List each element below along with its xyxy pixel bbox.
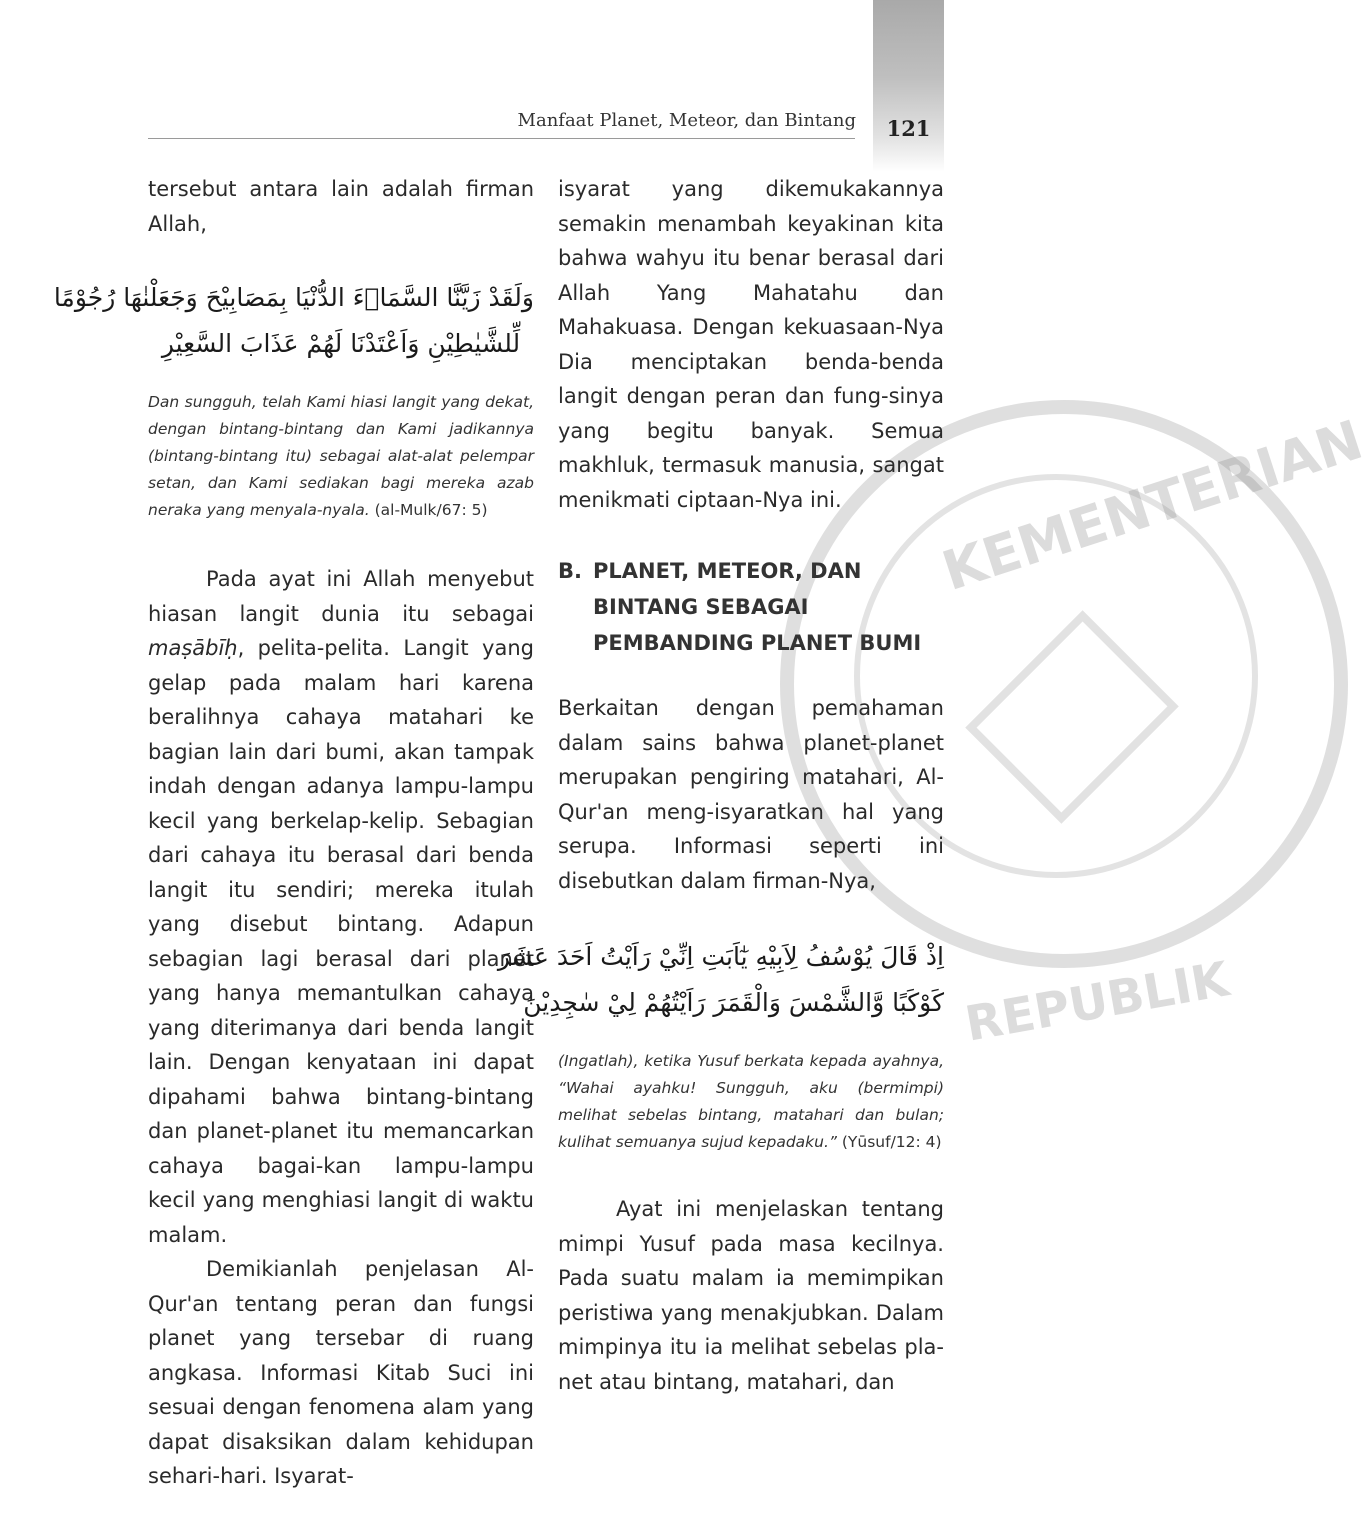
paragraph-continued: isyarat yang dikemukakannya semakin menambah keyakinan kita bahwa wahyu itu benar berasal dari Allah Yang Mahatahu dan Mahakuasa. Dengan kekuasaan-Nya Dia menciptakan benda-benda langit dengan peran dan fung-sinya yang begitu banyak. Semua makhluk, termasuk manusia, sangat menikmati ciptaan-Nya ini. <box>558 177 944 512</box>
page-number: 121 <box>886 116 931 141</box>
translation-text: (Ingatlah), ketika Yusuf berkata kepada ayahnya, “Wahai ayahku! Sungguh, aku (bermimpi) melihat sebelas bintang, matahari dan bulan; kulihat semuanya sujud kepadaku.” <box>558 1052 944 1151</box>
paragraph-intro-yusuf: Berkaitan dengan pemahaman dalam sains bahwa planet-planet merupakan pengiring matahari, Al-Qur'an meng-isyaratkan hal yang serupa. Informasi seperti ini disebutkan dalam firman-Nya, <box>558 696 944 893</box>
translation-text: Dan sungguh, telah Kami hiasi langit yang dekat, dengan bintang-bintang dan Kami jadikannya (bintang-bintang itu) sebagai alat-alat pelempar setan, dan Kami sediakan bagi mereka azab neraka yang menyala-nyala. <box>148 393 534 519</box>
header-rule <box>148 138 855 139</box>
left-column <box>53 172 534 1494</box>
right-column <box>497 172 944 1399</box>
verse-arabic-al-mulk <box>53 275 534 367</box>
arabic-line: اِذْ قَالَ يُوْسُفُ لِاَبِيْهِ يٰٓاَبَتِ اِنِّيْ رَاَيْتُ اَحَدَ عَشَرَ <box>497 942 944 971</box>
paragraph-text: Pada ayat ini Allah menyebut hiasan langit dunia itu sebagai <box>148 567 534 626</box>
heading-letter: B. <box>558 559 582 583</box>
paragraph-masabih <box>148 562 534 1252</box>
paragraph-text: , pelita-pelita. Langit yang gelap pada malam hari karena beralihnya cahaya matahari ke bagian lain dari bumi, akan tampak indah dengan adanya lampu-lampu kecil yang berkelap-kelip. Sebagian dari cahaya itu berasal dari benda langit itu sendiri; mereka itulah yang disebut bintang. Adapun sebagian lagi berasal dari planet yang hanya memantulkan cahaya yang diterimanya dari benda langit lain. Dengan kenyataan ini dapat dipahami bahwa bintang-bintang dan planet-planet itu memancarkan cahaya bagai-kan lampu-lampu kecil yang menghiasi langit di waktu malam. <box>148 636 534 1247</box>
arabic-line: كَوْكَبًا وَّالشَّمْسَ وَالْقَمَرَ رَاَيْتُهُمْ لِيْ سٰجِدِيْنَ <box>523 988 944 1017</box>
term-masabih: maṣābīḥ <box>148 636 238 660</box>
arabic-line: وَلَقَدْ زَيَّنَّا السَّمَاۤءَ الدُّنْيَا بِمَصَابِيْحَ وَجَعَلْنٰهَا رُجُوْمًا <box>53 283 534 312</box>
arabic-line: لِّلشَّيٰطِيْنِ وَاَعْتَدْنَا لَهُمْ عَذَابَ السَّعِيْرِ <box>161 329 521 358</box>
verse-reference: (Yūsuf/12: 4) <box>841 1133 942 1151</box>
verse-translation-al-mulk <box>148 389 534 524</box>
paragraph-demikianlah: Demikianlah penjelasan Al-Qur'an tentang peran dan fungsi planet yang tersebar di ruang angkasa. Informasi Kitab Suci ini sesuai dengan fenomena alam yang dapat disaksikan dalam kehidupan sehari-hari. Isyarat- <box>148 1257 534 1488</box>
page-tab <box>873 0 944 172</box>
paragraph-yusuf-dream: Ayat ini menjelaskan tentang mimpi Yusuf pada masa kecilnya. Pada suatu malam ia memimpikan peristiwa yang menakjubkan. Dalam mimpinya itu ia melihat sebelas pla-net atau bintang, matahari, dan <box>558 1197 944 1394</box>
verse-reference: (al-Mulk/67: 5) <box>374 501 488 519</box>
section-heading <box>558 553 944 661</box>
heading-text: PLANET, METEOR, DAN BINTANG SEBAGAI PEMBANDING PLANET BUMI <box>593 559 922 655</box>
verse-arabic-yusuf <box>497 934 944 1026</box>
running-title: Manfaat Planet, Meteor, dan Bintang <box>517 110 856 131</box>
stamp-text-top: KEMENTERIAN <box>934 408 1370 603</box>
stamp-text-bottom: REPUBLIK <box>961 951 1233 1053</box>
stamp-emblem <box>965 610 1179 824</box>
verse-translation-yusuf <box>558 1048 944 1156</box>
intro-paragraph: tersebut antara lain adalah firman Allah, <box>148 177 534 236</box>
